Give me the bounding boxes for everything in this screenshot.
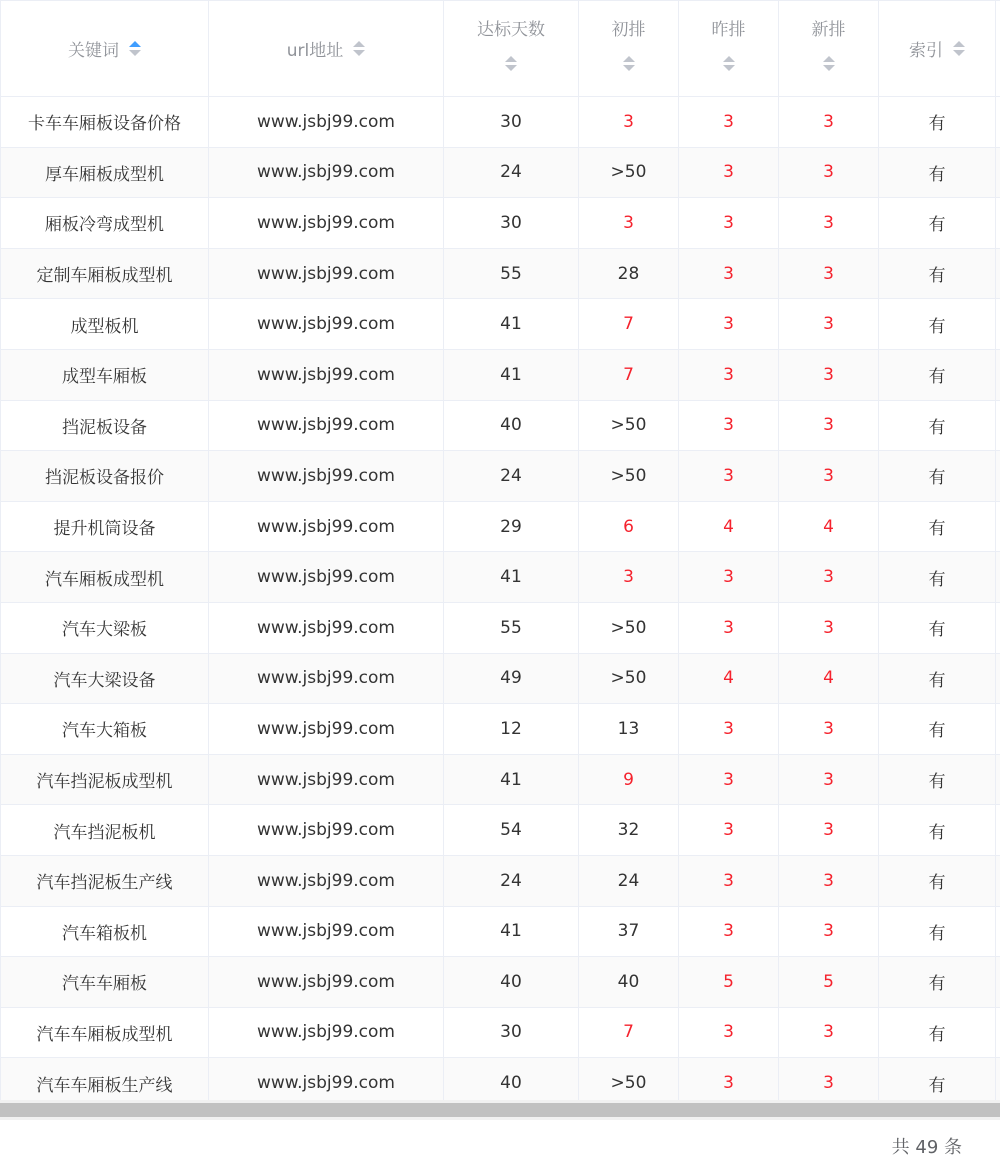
cell-yesterday-rank: 3 <box>679 754 779 805</box>
cell-keyword: 成型板机 <box>1 299 209 350</box>
cell-yesterday-rank: 3 <box>679 451 779 502</box>
row-gutter <box>996 754 1000 805</box>
cell-yesterday-rank: 3 <box>679 855 779 906</box>
table-row[interactable] <box>1 299 1000 350</box>
cell-days: 41 <box>444 349 579 400</box>
column-header-label: 新排 <box>811 20 846 40</box>
column-header-label: 关键词 <box>68 41 119 61</box>
row-gutter <box>996 97 1000 148</box>
cell-yesterday-rank: 3 <box>679 552 779 603</box>
cell-yesterday-rank: 3 <box>679 1058 779 1100</box>
cell-initial-rank: 6 <box>579 501 679 552</box>
column-header-initial-rank[interactable] <box>579 1 679 97</box>
cell-initial-rank: 3 <box>579 552 679 603</box>
cell-index: 有 <box>879 805 996 856</box>
sort-caret-icon[interactable] <box>623 56 635 71</box>
cell-initial-rank: >50 <box>579 400 679 451</box>
sort-descending-icon[interactable] <box>953 50 965 56</box>
cell-days: 40 <box>444 957 579 1008</box>
row-gutter <box>996 198 1000 249</box>
cell-days: 40 <box>444 400 579 451</box>
cell-index: 有 <box>879 552 996 603</box>
cell-index: 有 <box>879 299 996 350</box>
cell-keyword: 汽车箱板机 <box>1 906 209 957</box>
cell-yesterday-rank: 3 <box>679 1007 779 1058</box>
cell-index: 有 <box>879 653 996 704</box>
cell-url: www.jsbj99.com <box>209 198 444 249</box>
cell-url: www.jsbj99.com <box>209 451 444 502</box>
column-header-days[interactable] <box>444 1 579 97</box>
sort-caret-icon[interactable] <box>953 41 965 56</box>
cell-initial-rank: >50 <box>579 653 679 704</box>
sort-ascending-icon[interactable] <box>129 41 141 47</box>
row-gutter <box>996 704 1000 755</box>
cell-url: www.jsbj99.com <box>209 248 444 299</box>
cell-yesterday-rank: 3 <box>679 349 779 400</box>
cell-days: 41 <box>444 754 579 805</box>
cell-days: 30 <box>444 97 579 148</box>
cell-yesterday-rank: 3 <box>679 906 779 957</box>
cell-days: 49 <box>444 653 579 704</box>
cell-yesterday-rank: 4 <box>679 501 779 552</box>
cell-keyword: 定制车厢板成型机 <box>1 248 209 299</box>
cell-days: 29 <box>444 501 579 552</box>
cell-index: 有 <box>879 906 996 957</box>
cell-new-rank: 3 <box>779 400 879 451</box>
cell-keyword: 汽车车厢板生产线 <box>1 1058 209 1100</box>
table-row[interactable] <box>1 552 1000 603</box>
cell-new-rank: 3 <box>779 704 879 755</box>
cell-yesterday-rank: 3 <box>679 248 779 299</box>
cell-days: 24 <box>444 855 579 906</box>
table-row[interactable] <box>1 451 1000 502</box>
cell-index: 有 <box>879 400 996 451</box>
sort-descending-icon[interactable] <box>723 65 735 71</box>
cell-url: www.jsbj99.com <box>209 147 444 198</box>
row-gutter <box>996 299 1000 350</box>
table-row[interactable] <box>1 400 1000 451</box>
table-row[interactable] <box>1 602 1000 653</box>
cell-initial-rank: 3 <box>579 97 679 148</box>
cell-index: 有 <box>879 248 996 299</box>
ranking-table <box>0 1 1000 1100</box>
cell-yesterday-rank: 3 <box>679 97 779 148</box>
sort-ascending-icon[interactable] <box>723 56 735 62</box>
cell-new-rank: 4 <box>779 653 879 704</box>
cell-url: www.jsbj99.com <box>209 97 444 148</box>
row-gutter <box>996 501 1000 552</box>
table-row[interactable] <box>1 754 1000 805</box>
table-row[interactable] <box>1 349 1000 400</box>
column-header-label: 达标天数 <box>477 20 545 40</box>
row-gutter <box>996 906 1000 957</box>
column-header-label: url地址 <box>286 41 344 61</box>
cell-index: 有 <box>879 957 996 1008</box>
cell-new-rank: 3 <box>779 855 879 906</box>
cell-new-rank: 3 <box>779 349 879 400</box>
sort-caret-icon[interactable] <box>823 56 835 71</box>
cell-days: 41 <box>444 906 579 957</box>
row-gutter <box>996 552 1000 603</box>
cell-new-rank: 3 <box>779 299 879 350</box>
sort-ascending-icon[interactable] <box>353 41 365 47</box>
column-header-label: 初排 <box>611 20 646 40</box>
row-gutter <box>996 855 1000 906</box>
cell-keyword: 汽车车厢板成型机 <box>1 1007 209 1058</box>
cell-keyword: 汽车挡泥板成型机 <box>1 754 209 805</box>
cell-keyword: 挡泥板设备报价 <box>1 451 209 502</box>
cell-keyword: 汽车挡泥板机 <box>1 805 209 856</box>
row-gutter <box>996 400 1000 451</box>
cell-new-rank: 3 <box>779 805 879 856</box>
cell-keyword: 挡泥板设备 <box>1 400 209 451</box>
cell-index: 有 <box>879 1058 996 1100</box>
cell-initial-rank: >50 <box>579 147 679 198</box>
cell-keyword: 汽车厢板成型机 <box>1 552 209 603</box>
sort-caret-icon[interactable] <box>505 56 517 71</box>
table-row[interactable] <box>1 147 1000 198</box>
table-row[interactable] <box>1 805 1000 856</box>
cell-url: www.jsbj99.com <box>209 349 444 400</box>
cell-days: 55 <box>444 602 579 653</box>
cell-keyword: 成型车厢板 <box>1 349 209 400</box>
column-header-keyword[interactable] <box>1 1 209 97</box>
cell-new-rank: 3 <box>779 97 879 148</box>
cell-url: www.jsbj99.com <box>209 400 444 451</box>
cell-url: www.jsbj99.com <box>209 805 444 856</box>
sort-ascending-icon[interactable] <box>505 56 517 62</box>
cell-url: www.jsbj99.com <box>209 1007 444 1058</box>
table-row[interactable] <box>1 97 1000 148</box>
cell-keyword: 汽车大梁设备 <box>1 653 209 704</box>
sort-caret-icon[interactable] <box>129 41 141 56</box>
table-body <box>1 97 1000 1101</box>
cell-url: www.jsbj99.com <box>209 552 444 603</box>
cell-initial-rank: 7 <box>579 299 679 350</box>
table-row[interactable] <box>1 501 1000 552</box>
cell-keyword: 卡车车厢板设备价格 <box>1 97 209 148</box>
column-header-new-rank[interactable] <box>779 1 879 97</box>
cell-index: 有 <box>879 855 996 906</box>
cell-url: www.jsbj99.com <box>209 299 444 350</box>
row-gutter <box>996 248 1000 299</box>
cell-initial-rank: 13 <box>579 704 679 755</box>
cell-new-rank: 3 <box>779 552 879 603</box>
cell-keyword: 提升机筒设备 <box>1 501 209 552</box>
table-row[interactable] <box>1 957 1000 1008</box>
table-row[interactable] <box>1 1007 1000 1058</box>
cell-index: 有 <box>879 97 996 148</box>
cell-initial-rank: 7 <box>579 1007 679 1058</box>
cell-new-rank: 5 <box>779 957 879 1008</box>
cell-index: 有 <box>879 451 996 502</box>
pagination-total: 共 49 条 <box>891 1137 962 1158</box>
row-gutter <box>996 349 1000 400</box>
cell-url: www.jsbj99.com <box>209 704 444 755</box>
cell-initial-rank: 24 <box>579 855 679 906</box>
cell-url: www.jsbj99.com <box>209 855 444 906</box>
column-header-label: 索引 <box>909 41 943 61</box>
cell-new-rank: 3 <box>779 906 879 957</box>
cell-url: www.jsbj99.com <box>209 754 444 805</box>
cell-days: 41 <box>444 299 579 350</box>
sort-ascending-icon[interactable] <box>953 41 965 47</box>
sort-caret-icon[interactable] <box>723 56 735 71</box>
table-row[interactable] <box>1 653 1000 704</box>
cell-initial-rank: 28 <box>579 248 679 299</box>
row-gutter <box>996 451 1000 502</box>
sort-ascending-icon[interactable] <box>823 56 835 62</box>
cell-days: 24 <box>444 147 579 198</box>
sort-descending-icon[interactable] <box>623 65 635 71</box>
table-row[interactable] <box>1 198 1000 249</box>
row-gutter <box>996 147 1000 198</box>
cell-new-rank: 3 <box>779 198 879 249</box>
cell-url: www.jsbj99.com <box>209 653 444 704</box>
row-gutter <box>996 1058 1000 1100</box>
cell-days: 30 <box>444 198 579 249</box>
cell-keyword: 汽车大梁板 <box>1 602 209 653</box>
cell-index: 有 <box>879 754 996 805</box>
cell-yesterday-rank: 3 <box>679 147 779 198</box>
row-gutter <box>996 1007 1000 1058</box>
cell-index: 有 <box>879 198 996 249</box>
cell-days: 41 <box>444 552 579 603</box>
cell-new-rank: 3 <box>779 1058 879 1100</box>
sort-caret-icon[interactable] <box>353 41 365 56</box>
cell-days: 40 <box>444 1058 579 1100</box>
cell-initial-rank: >50 <box>579 602 679 653</box>
cell-initial-rank: 37 <box>579 906 679 957</box>
sort-descending-icon[interactable] <box>505 65 517 71</box>
cell-url: www.jsbj99.com <box>209 906 444 957</box>
sort-ascending-icon[interactable] <box>623 56 635 62</box>
cell-keyword: 厢板冷弯成型机 <box>1 198 209 249</box>
column-header-index[interactable] <box>879 1 996 97</box>
sort-descending-icon[interactable] <box>823 65 835 71</box>
table-header <box>1 1 1000 97</box>
table-row[interactable] <box>1 906 1000 957</box>
cell-new-rank: 3 <box>779 248 879 299</box>
row-gutter <box>996 805 1000 856</box>
cell-keyword: 汽车挡泥板生产线 <box>1 855 209 906</box>
cell-index: 有 <box>879 501 996 552</box>
cell-index: 有 <box>879 1007 996 1058</box>
cell-initial-rank: 9 <box>579 754 679 805</box>
column-header-label: 昨排 <box>711 20 746 40</box>
cell-keyword: 厚车厢板成型机 <box>1 147 209 198</box>
cell-index: 有 <box>879 602 996 653</box>
sort-descending-icon[interactable] <box>353 50 365 56</box>
cell-yesterday-rank: 5 <box>679 957 779 1008</box>
cell-days: 24 <box>444 451 579 502</box>
row-gutter <box>996 653 1000 704</box>
table-row[interactable] <box>1 1058 1000 1100</box>
cell-index: 有 <box>879 349 996 400</box>
cell-initial-rank: 32 <box>579 805 679 856</box>
cell-yesterday-rank: 3 <box>679 805 779 856</box>
column-header-url[interactable] <box>209 1 444 97</box>
cell-new-rank: 3 <box>779 602 879 653</box>
cell-yesterday-rank: 3 <box>679 198 779 249</box>
cell-yesterday-rank: 3 <box>679 602 779 653</box>
scrollbar-thumb[interactable] <box>0 1103 1000 1117</box>
column-header-yesterday-rank[interactable] <box>679 1 779 97</box>
cell-initial-rank: 7 <box>579 349 679 400</box>
cell-days: 12 <box>444 704 579 755</box>
table-row[interactable] <box>1 704 1000 755</box>
row-gutter <box>996 602 1000 653</box>
cell-url: www.jsbj99.com <box>209 602 444 653</box>
cell-url: www.jsbj99.com <box>209 1058 444 1100</box>
cell-url: www.jsbj99.com <box>209 501 444 552</box>
cell-days: 55 <box>444 248 579 299</box>
cell-initial-rank: >50 <box>579 451 679 502</box>
cell-days: 30 <box>444 1007 579 1058</box>
cell-keyword: 汽车大箱板 <box>1 704 209 755</box>
cell-new-rank: 3 <box>779 1007 879 1058</box>
cell-yesterday-rank: 3 <box>679 299 779 350</box>
cell-url: www.jsbj99.com <box>209 957 444 1008</box>
cell-yesterday-rank: 3 <box>679 400 779 451</box>
cell-index: 有 <box>879 147 996 198</box>
cell-initial-rank: 3 <box>579 198 679 249</box>
cell-initial-rank: >50 <box>579 1058 679 1100</box>
cell-yesterday-rank: 4 <box>679 653 779 704</box>
sort-descending-icon[interactable] <box>129 50 141 56</box>
table-row[interactable] <box>1 855 1000 906</box>
table-row[interactable] <box>1 248 1000 299</box>
cell-yesterday-rank: 3 <box>679 704 779 755</box>
row-gutter <box>996 957 1000 1008</box>
cell-initial-rank: 40 <box>579 957 679 1008</box>
horizontal-scrollbar[interactable] <box>0 1100 1000 1120</box>
cell-index: 有 <box>879 704 996 755</box>
cell-new-rank: 3 <box>779 147 879 198</box>
cell-new-rank: 3 <box>779 754 879 805</box>
cell-keyword: 汽车车厢板 <box>1 957 209 1008</box>
cell-new-rank: 4 <box>779 501 879 552</box>
header-gutter <box>996 1 1000 97</box>
cell-new-rank: 3 <box>779 451 879 502</box>
cell-days: 54 <box>444 805 579 856</box>
